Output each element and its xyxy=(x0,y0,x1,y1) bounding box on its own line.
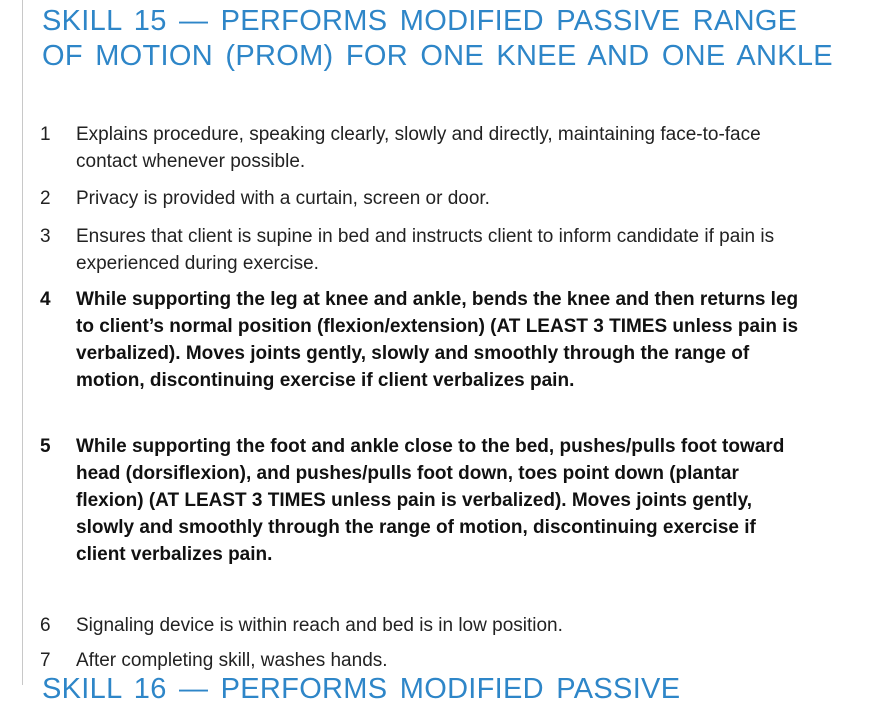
step-number: 7 xyxy=(40,650,51,671)
step-number: 3 xyxy=(40,226,51,247)
step-text: After completing skill, washes hands. xyxy=(76,650,388,671)
left-margin-rule xyxy=(22,0,23,685)
step-text: While supporting the leg at knee and ankle, bends the knee and then returns leg to client’s normal position (flexion/extension) (AT LEAST 3 TIMES unless pain is verbalized). Moves joints gently, slowly and smoothly through the range of motion, discontinuing exercise if client verbalizes pain. xyxy=(76,289,799,391)
step-number: 4 xyxy=(40,289,51,310)
next-skill-title-cutoff: SKILL 16 — PERFORMS MODIFIED PASSIVE xyxy=(42,673,681,705)
step-number: 6 xyxy=(40,615,51,636)
skill-title: SKILL 15 — PERFORMS MODIFIED PASSIVE RANGE OF MOTION (PROM) FOR ONE KNEE AND ONE ANKLE xyxy=(42,5,833,72)
step-number: 2 xyxy=(40,188,51,209)
step-text: While supporting the foot and ankle close to the bed, pushes/pulls foot toward head (dorsiflexion), and pushes/pulls foot down, toes point down (plantar flexion) (AT LEAST 3 TIMES unless pain is verbalized). Moves joints gently, slowly and smoothly through the range of motion, discontinuing exercise if client verbalizes pain. xyxy=(76,436,785,565)
step-text: Privacy is provided with a curtain, screen or door. xyxy=(76,188,490,209)
step-number: 5 xyxy=(40,436,51,457)
step-text: Signaling device is within reach and bed is in low position. xyxy=(76,615,563,636)
step-text: Ensures that client is supine in bed and instructs client to inform candidate if pain is experienced during exercise. xyxy=(76,226,775,274)
step-number: 1 xyxy=(40,124,51,145)
step-text: Explains procedure, speaking clearly, slowly and directly, maintaining face-to-face contact whenever possible. xyxy=(76,124,761,172)
